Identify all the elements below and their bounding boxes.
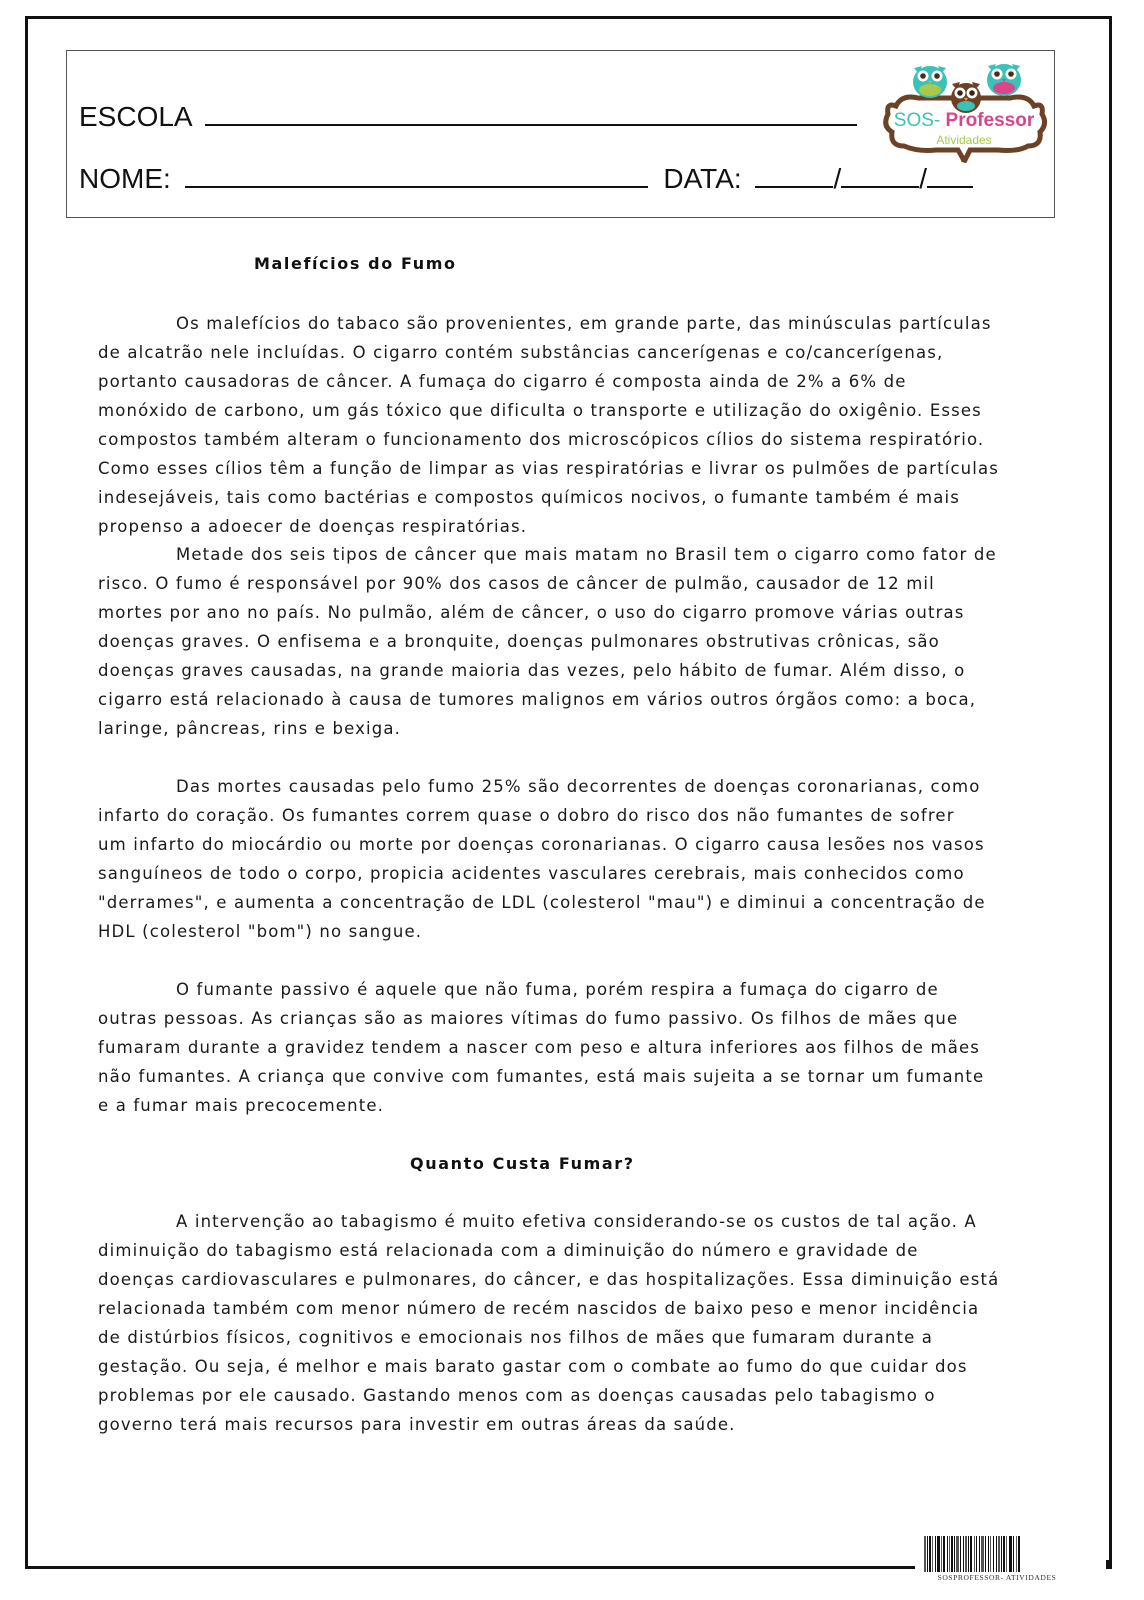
logo-subtitle: Atividades (936, 133, 992, 147)
text-line: não fumantes. A criança que convive com fumantes, está mais sujeita a se tornar um fumante (98, 1067, 985, 1086)
text-line: laringe, pâncreas, rins e bexiga. (98, 719, 402, 738)
sos-professor-logo (878, 54, 1050, 166)
logo-title (878, 110, 1050, 132)
date-separator: / (833, 163, 842, 194)
page-border-bottom (25, 1566, 915, 1569)
paragraph (98, 309, 999, 541)
owl-left-icon (913, 66, 947, 98)
barcode-bars (924, 1536, 1070, 1572)
text-line: relacionada também com menor número de recém nascidos de baixo peso e menor incidência (98, 1299, 980, 1318)
school-label: ESCOLA (79, 101, 192, 132)
text-line: doenças graves causadas, na grande maioria das vezes, pelo hábito de fumar. Além disso, o (98, 661, 966, 680)
paragraph (98, 1207, 999, 1439)
text-line: e a fumar mais precocemente. (98, 1096, 385, 1115)
text-line: problemas por ele causado. Gastando menos com as doenças causadas pelo tabagismo o (98, 1386, 936, 1405)
document-title: Malefícios do Fumo (254, 254, 457, 273)
text-line: governo terá mais recursos para investir em outras áreas da saúde. (98, 1415, 736, 1434)
page-border-corner (1106, 1560, 1109, 1569)
barcode-bar (1020, 1536, 1021, 1572)
text-line: risco. O fumo é responsável por 90% dos casos de câncer de pulmão, causador de 12 mil (98, 574, 935, 593)
text-line: de alcatrão nele incluídas. O cigarro contém substâncias cancerígenas e co/cancerígenas, (98, 343, 944, 362)
text-line: Os malefícios do tabaco são provenientes, em grande parte, das minúsculas partículas (176, 314, 992, 333)
owl-middle-icon (951, 82, 981, 113)
text-line: de distúrbios físicos, cognitivos e emocionais nos filhos de mães que fumaram durante a (98, 1328, 934, 1347)
logo-title-sos: SOS- (893, 110, 941, 131)
text-line: O fumante passivo é aquele que não fuma, porém respira a fumaça do cigarro de (176, 980, 939, 999)
text-line: portanto causadoras de câncer. A fumaça do cigarro é composta ainda de 2% a 6% de (98, 372, 907, 391)
name-input-line[interactable] (185, 162, 648, 188)
school-input-line[interactable] (205, 100, 857, 126)
text-line: infarto do coração. Os fumantes correm quase o dobro do risco dos não fumantes de sofrer (98, 806, 955, 825)
date-day-line[interactable] (755, 162, 833, 188)
text-line: Metade dos seis tipos de câncer que mais matam no Brasil tem o cigarro como fator de (176, 545, 997, 564)
paragraph (98, 975, 984, 1120)
text-line: doenças cardiovasculares e pulmonares, do câncer, e das hospitalizações. Essa diminuição está (98, 1270, 1000, 1289)
section-subtitle: Quanto Custa Fumar? (410, 1154, 635, 1173)
owl-right-icon (987, 64, 1021, 96)
text-line: Como esses cílios têm a função de limpar as vias respiratórias e livrar os pulmões de partículas (98, 459, 1000, 478)
logo-title-professor: Professor (945, 110, 1035, 131)
date-label: DATA: (663, 163, 742, 194)
text-line: "derrames", e aumenta a concentração de LDL (colesterol "mau") e diminui a concentração de (98, 893, 986, 912)
text-line: HDL (colesterol "bom") no sangue. (98, 922, 423, 941)
date-separator: / (919, 163, 927, 194)
name-label: NOME: (79, 163, 171, 194)
text-line: gestação. Ou seja, é melhor e mais barato gastar com o combate ao fumo do que cuidar dos (98, 1357, 968, 1376)
text-line: monóxido de carbono, um gás tóxico que dificulta o transporte e utilização do oxigênio. Esses (98, 401, 982, 420)
text-line: A intervenção ao tabagismo é muito efetiva considerando-se os custos de tal ação. A (176, 1212, 977, 1231)
text-line: diminuição do tabagismo está relacionada com a diminuição do número e gravidade de (98, 1241, 919, 1260)
barcode-caption: SOSPROFESSOR- ATIVIDADES (937, 1573, 1057, 1582)
paragraph (98, 540, 997, 743)
name-date-field (79, 162, 973, 195)
paragraph (98, 772, 986, 946)
barcode (924, 1536, 1070, 1572)
text-line: Das mortes causadas pelo fumo 25% são decorrentes de doenças coronarianas, como (176, 777, 981, 796)
school-field (79, 100, 857, 133)
text-line: um infarto do miocárdio ou morte por doenças coronarianas. O cigarro causa lesões nos vasos (98, 835, 985, 854)
text-line: propenso a adoecer de doenças respiratórias. (98, 517, 528, 536)
text-line: sanguíneos de todo o corpo, propicia acidentes vasculares cerebrais, mais conhecidos como (98, 864, 965, 883)
text-line: doenças graves. O enfisema e a bronquite, doenças pulmonares obstrutivas crônicas, são (98, 632, 940, 651)
text-line: compostos também alteram o funcionamento dos microscópicos cílios do sistema respiratório. (98, 430, 985, 449)
text-line: outras pessoas. As crianças são as maiores vítimas do fumo passivo. Os filhos de mães que (98, 1009, 959, 1028)
text-line: fumaram durante a gravidez tendem a nascer com peso e altura inferiores aos filhos de mães (98, 1038, 981, 1057)
text-line: mortes por ano no país. No pulmão, além de câncer, o uso do cigarro promove várias outras (98, 603, 965, 622)
text-line: cigarro está relacionado à causa de tumores malignos em vários outros órgãos como: a boca, (98, 690, 977, 709)
text-line: indesejáveis, tais como bactérias e compostos químicos nocivos, o fumante também é mais (98, 488, 960, 507)
